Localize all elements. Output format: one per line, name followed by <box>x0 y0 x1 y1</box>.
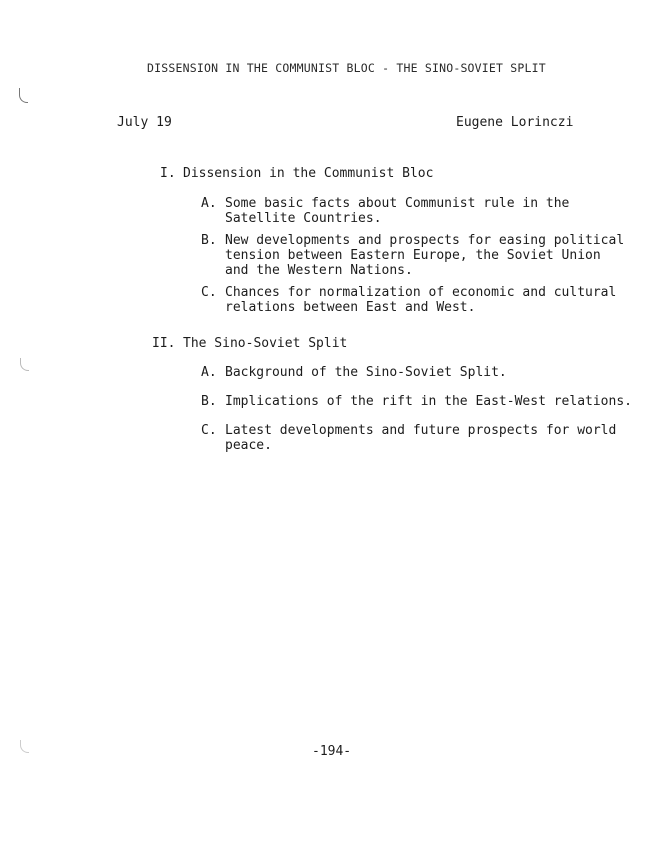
item-text-line: Some basic facts about Communist rule in the <box>225 196 570 211</box>
document-title: DISSENSION IN THE COMMUNIST BLOC - THE SINO-SOVIET SPLIT <box>147 61 546 75</box>
item-text-line: Implications of the rift in the East-West relations. <box>225 394 632 409</box>
item-letter: C. <box>201 285 217 300</box>
item-text-line: relations between East and West. <box>225 300 476 315</box>
item-text-line: Chances for normalization of economic and cultural <box>225 285 617 300</box>
section-title: Dissension in the Communist Bloc <box>183 166 434 181</box>
item-text-line: Background of the Sino-Soviet Split. <box>225 365 507 380</box>
item-text-line: peace. <box>225 438 272 453</box>
item-text-line: Satellite Countries. <box>225 211 382 226</box>
scan-mark <box>20 358 29 371</box>
section-number: II. <box>152 336 176 351</box>
item-letter: B. <box>201 233 217 248</box>
author-name: Eugene Lorinczi <box>456 115 574 130</box>
item-text-line: Latest developments and future prospects for world <box>225 423 617 438</box>
item-text-line: New developments and prospects for easing political <box>225 233 625 248</box>
item-letter: A. <box>201 365 217 380</box>
section-number: I. <box>160 166 176 181</box>
item-letter: A. <box>201 196 217 211</box>
lecture-date: July 19 <box>117 115 172 130</box>
page-number: -194- <box>312 744 352 759</box>
item-letter: B. <box>201 394 217 409</box>
item-text-line: and the Western Nations. <box>225 263 413 278</box>
scan-mark <box>20 740 29 753</box>
scan-mark <box>19 88 28 103</box>
item-letter: C. <box>201 423 217 438</box>
section-title: The Sino-Soviet Split <box>183 336 348 351</box>
item-text-line: tension between Eastern Europe, the Soviet Union <box>225 248 601 263</box>
